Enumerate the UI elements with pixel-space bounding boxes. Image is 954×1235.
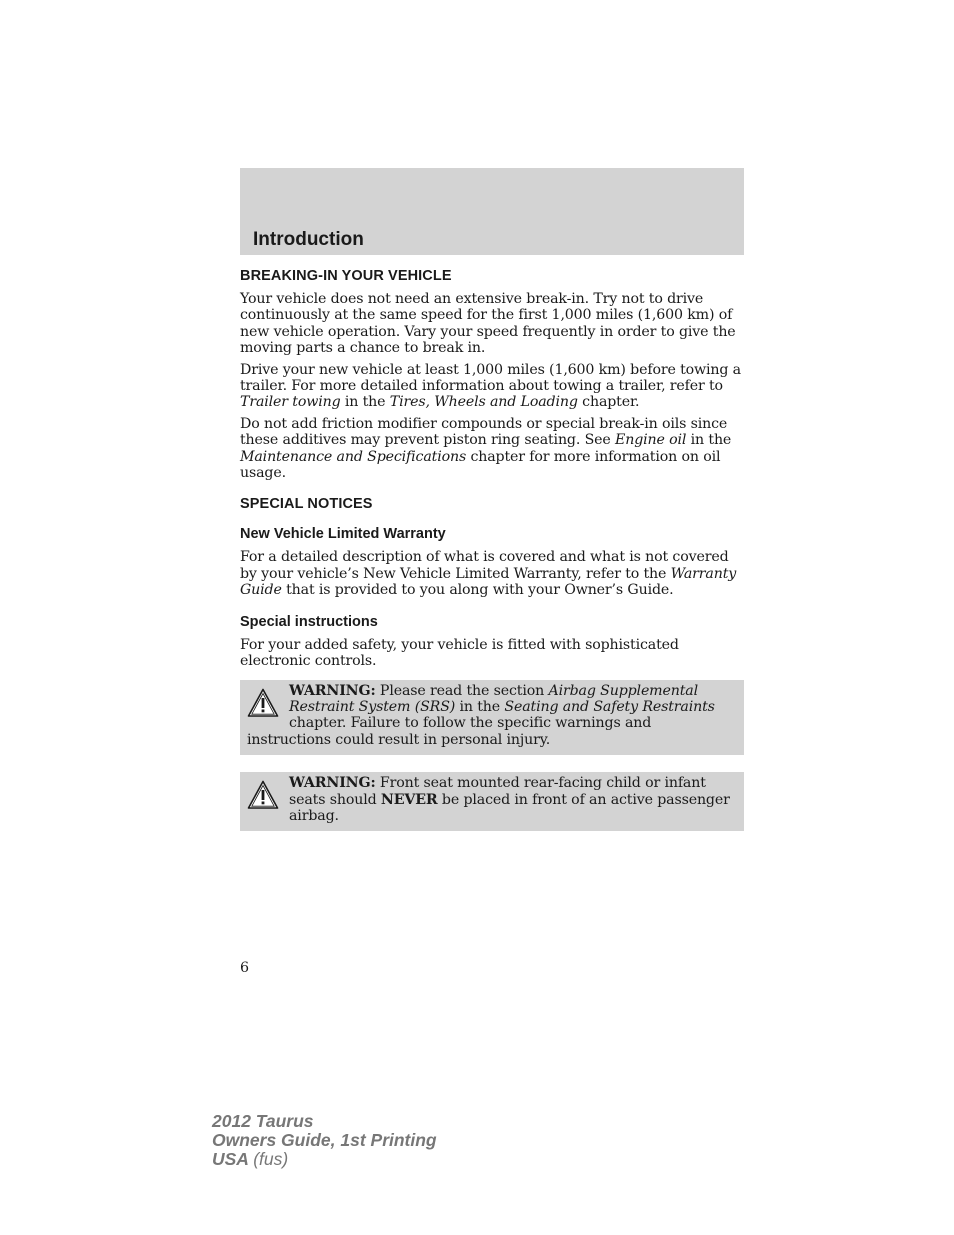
footer-guide-edition: Owners Guide, 1st Printing xyxy=(212,1130,437,1150)
warning-text-child-seat: WARNING: Front seat mounted rear-facing child or infant seats should NEVER be placed in front of an active passenger airbag. xyxy=(289,775,730,824)
warning-text-airbag-srs: WARNING: Please read the section Airbag Supplemental Restraint System (SRS) in the Seating and Safety Restraints chapter. Failure to follow the specific warnings and instructions could result in personal injury. xyxy=(247,682,715,748)
special-instructions-paragraph: For your added safety, your vehicle is fitted with sophisticated electronic controls. xyxy=(240,636,679,670)
breaking-in-paragraph-1: Your vehicle does not need an extensive break-in. Try not to drive continuously at the same speed for the first 1,000 miles (1,600 km) of new vehicle operation. Vary your speed frequently in order to give the moving parts a chance to break in. xyxy=(240,291,736,357)
warning-triangle-icon xyxy=(247,780,279,810)
chapter-header-band xyxy=(240,168,744,255)
ref-warranty-guide: Warranty Guide xyxy=(240,565,737,599)
footer-market: USA (fus) xyxy=(212,1149,289,1169)
subsection-title-warranty: New Vehicle Limited Warranty xyxy=(240,526,446,543)
warning-triangle-icon xyxy=(247,688,279,718)
warning-box-airbag-srs xyxy=(240,680,744,756)
warning-box-child-seat xyxy=(240,772,744,831)
emphasis-never: NEVER xyxy=(380,791,438,808)
ref-engine-oil: Engine oil xyxy=(615,432,687,449)
ref-trailer-towing: Trailer towing xyxy=(240,394,341,411)
ref-airbag-srs: Airbag Supplemental Restraint System (SRS) xyxy=(289,682,698,715)
footer-model-year: 2012 Taurus xyxy=(212,1111,314,1131)
warranty-paragraph: For a detailed description of what is covered and what is not covered by your vehicle’s New Vehicle Limited Warranty, refer to the Warranty Guide that is provided to you along with your Owner’s Guide. xyxy=(240,549,737,599)
page-content xyxy=(240,267,744,831)
chapter-title: Introduction xyxy=(253,229,364,250)
footer-market-code: (fus) xyxy=(253,1149,289,1169)
page-number: 6 xyxy=(240,960,250,976)
section-title-breaking-in: BREAKING-IN YOUR VEHICLE xyxy=(240,268,452,284)
warning-label: WARNING: xyxy=(289,775,376,792)
footer-imprint xyxy=(212,1112,437,1169)
ref-maintenance-specifications: Maintenance and Specifications xyxy=(240,448,467,465)
breaking-in-paragraph-3: Do not add friction modifier compounds or special break-in oils since these additives may prevent piston ring seating. See Engine oil in the Maintenance and Specifications chapter for more information on oil usage. xyxy=(240,415,732,482)
ref-seating-safety-restraints: Seating and Safety Restraints xyxy=(504,698,715,715)
ref-tires-wheels-loading: Tires, Wheels and Loading xyxy=(389,394,578,411)
breaking-in-paragraph-2: Drive your new vehicle at least 1,000 miles (1,600 km) before towing a trailer. For more detailed information about towing a trailer, refer to Trailer towing in the Tires, Wheels and Loading chapter. xyxy=(240,361,741,411)
section-title-special-notices: SPECIAL NOTICES xyxy=(240,496,373,513)
subsection-title-special-instructions: Special instructions xyxy=(240,613,378,630)
warning-label: WARNING: xyxy=(289,682,376,699)
